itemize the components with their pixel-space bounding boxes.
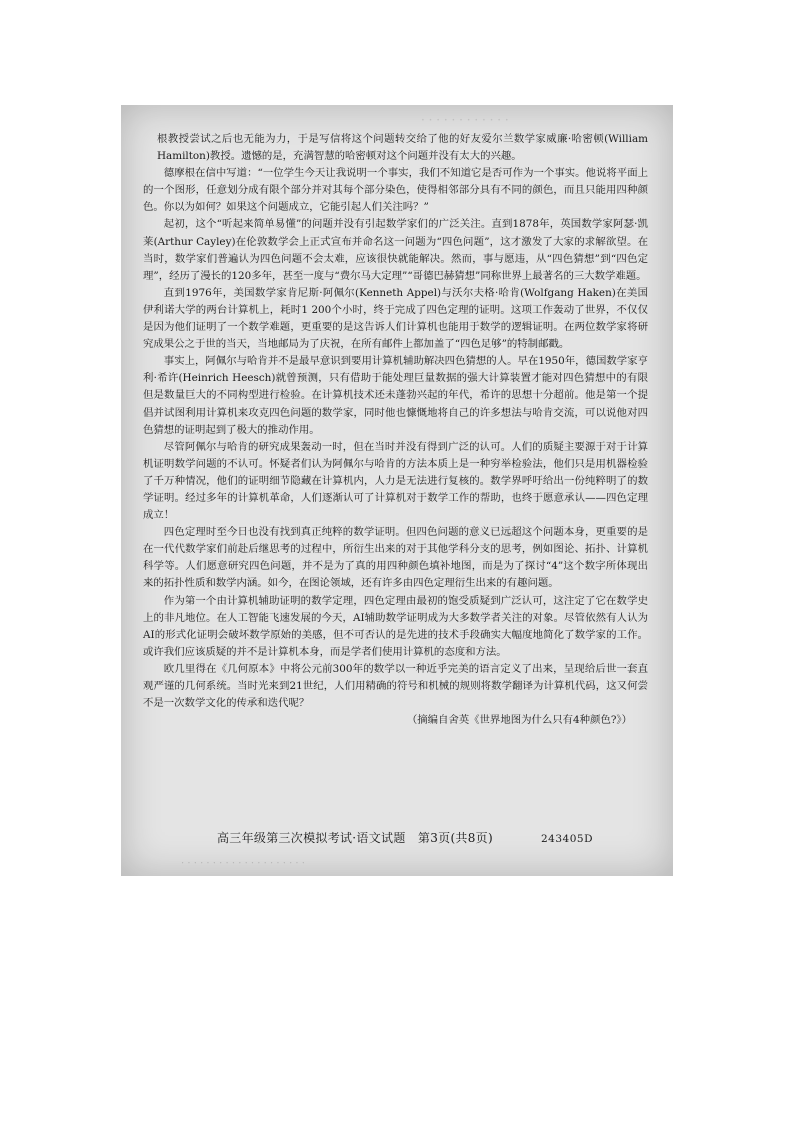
paragraph-4: 直到1976年，美国数学家肯尼斯·阿佩尔(Kenneth Appel)与沃尔夫格·哈肯(Wolfgang Haken)在美国伊利诺大学的两台计算机上，耗时1 200个小时，终于完成了四色定理的证明。这项工作轰动了世界，不仅仅是因为他们证明了一个数学难题，更重要的是这告诉人们计算机也能用于数学的逻辑证明。在两位数学家将研究成果公之于世的当天，当地邮局为了庆祝，在所有邮件上都加盖了“四色足够”的特制邮戳。 — [143, 286, 648, 351]
paragraph-5: 事实上，阿佩尔与哈肯并不是最早意识到要用计算机辅助解决四色猜想的人。早在1950年，德国数学家亨利·希许(Heinrich Heesch)就曾预测，只有借助于能处理巨量数据的强大计算装置才能对四色猜想中的有限但是数量巨大的不同构型进行检验。在计算机技术还未蓬勃兴起的年代，希许的思想十分超前。他是第一个提倡并试图利用计算机来攻克四色问题的数学家，同时他也慷慨地将自己的许多想法与哈肯交流，可以说他对四色猜想的证明起到了极大的推动作用。 — [143, 355, 648, 436]
paragraph-9: 欧几里得在《几何原本》中将公元前300年的数学以一种近乎完美的语言定义了出来，呈现给后世一套直观严谨的几何系统。当时光来到21世纪，人们用精确的符号和机械的规则将数学翻译为计算机代码，这又何尝不是一次数学文化的传承和迭代呢？ — [143, 662, 648, 710]
scanned-page-photo — [121, 105, 673, 876]
paragraph-3: 起初，这个“听起来简单易懂”的问题并没有引起数学家们的广泛关注。直到1878年，英国数学家阿瑟·凯莱(Arthur Cayley)在伦敦数学会上正式宣布并命名这一问题为“四色问题”，这才激发了大家的求解欲望。在当时，数学家们普遍认为四色问题不会太难，应该很快就能解决。然而，事与愿违，从“四色猜想”到“四色定理”，经历了漫长的120多年，甚至一度与“费尔马大定理”“哥德巴赫猜想”同称世界上最著名的三大数学难题。 — [143, 218, 648, 282]
bleed-through-footer: · · · · · · · · · · · · · · · · · · · · — [181, 856, 305, 867]
footer-code: 243405D — [541, 833, 594, 845]
paragraph-8: 作为第一个由计算机辅助证明的数学定理，四色定理由最初的饱受质疑到广泛认可，这注定了它在数学史上的非凡地位。在人工智能飞速发展的今天，AI辅助数学证明成为大多数学者关注的对象。尽管依然有人认为AI的形式化证明会破坏数学原始的美感，但不可否认的是先进的技术手段确实大幅度地简化了数学家的工作。或许我们应该质疑的并不是计算机本身，而是学者们使用计算机的态度和方法。 — [143, 594, 648, 658]
paragraph-6: 尽管阿佩尔与哈肯的研究成果轰动一时，但在当时并没有得到广泛的认可。人们的质疑主要源于对于计算机证明数学问题的不认可。怀疑者们认为阿佩尔与哈肯的方法本质上是一种穷举检验法，他们只是用机器检验了千万种情况，他们的证明细节隐藏在计算机内，人力是无法进行复核的。数学界呼吁给出一份纯粹明了的数学证明。经过多年的计算机革命，人们逐渐认可了计算机对于数学工作的帮助，也终于愿意承认——四色定理成立！ — [143, 440, 648, 522]
source-citation: （摘编自舍英《世界地图为什么只有4种颜色?》） — [406, 714, 632, 727]
page-footer — [121, 827, 673, 851]
paragraph-2: 德摩根在信中写道：“一位学生今天让我说明一个事实，我们不知道它是否可作为一个事实。他说将平面上的一个图形，任意划分成有限个部分并对其每个部分染色，使得相邻部分具有不同的颜色，而且只能用四种颜色。你以为如何？如果这个问题成立，它能引起人们关注吗？” — [143, 167, 648, 214]
article-body — [143, 131, 648, 729]
footer-label: 高三年级第三次模拟考试·语文试题 第3页(共8页) — [217, 831, 493, 845]
paragraph-1: 根教授尝试之后也无能为力，于是写信将这个问题转交给了他的好友爱尔兰数学家威廉·哈密顿(William Hamilton)教授。遗憾的是，充满智慧的哈密顿对这个问题并没有太大的兴趣。 — [157, 133, 648, 163]
paragraph-7: 四色定理时至今日也没有找到真正纯粹的数学证明。但四色问题的意义已远超这个问题本身，更重要的是在一代代数学家们前赴后继思考的过程中，所衍生出来的对于其他学科分支的思考，例如图论、拓扑、计算机科学等。人们愿意研究四色问题，并不是为了真的用四种颜色填补地图，而是为了探讨“4”这个数字所体现出来的拓扑性质和数学内涵。如今，在图论领域，还有许多由四色定理衍生出来的有趣问题。 — [143, 526, 648, 590]
bleed-through-text: · · · · · · · · · · · · — [421, 113, 509, 127]
